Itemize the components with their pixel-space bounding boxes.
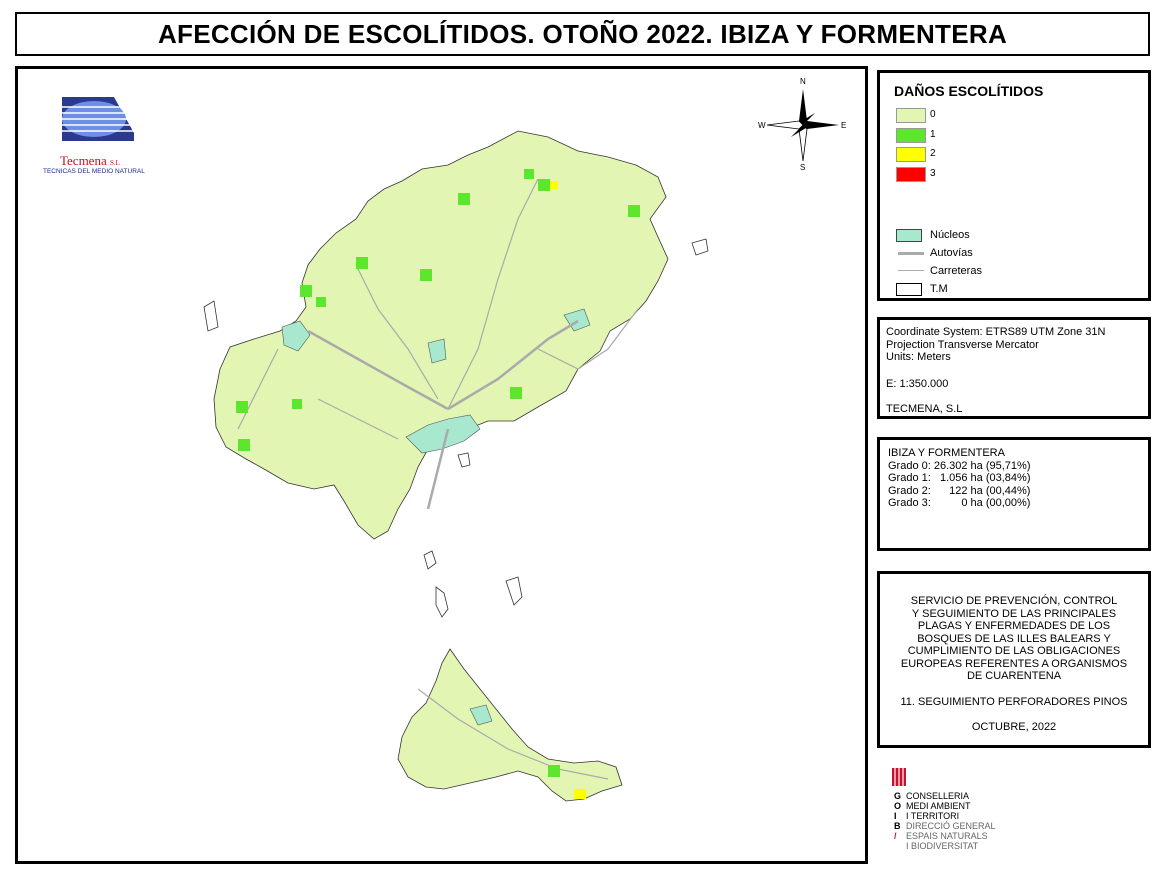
gov-letter: O xyxy=(894,801,902,811)
scale: E: 1:350.000 xyxy=(886,378,949,390)
service-line: BOSQUES DE LAS ILLES BALEARS Y xyxy=(917,632,1111,645)
grade1-patch xyxy=(300,285,312,297)
gov-letter: B xyxy=(894,821,901,831)
govern-flag-icon xyxy=(892,768,906,786)
grade1-patch xyxy=(292,399,302,409)
map-title: AFECCIÓN DE ESCOLÍTIDOS. OTOÑO 2022. IBIZA Y FORMENTERA xyxy=(157,18,1008,49)
gov-line: DIRECCIÓ GENERAL xyxy=(906,821,996,831)
compass-s: S xyxy=(800,163,806,172)
grade1-patch xyxy=(236,401,248,413)
legend-swatch-1 xyxy=(896,128,926,143)
legend-label-2: 2 xyxy=(930,148,936,159)
gov-letter: G xyxy=(894,791,902,801)
gov-line: I TERRITORI xyxy=(906,811,960,821)
map-canvas[interactable] xyxy=(18,69,865,861)
legend-swatch-2 xyxy=(896,147,926,162)
gov-letter: / xyxy=(894,831,897,841)
units: Units: Meters xyxy=(886,351,951,363)
stats-title: IBIZA Y FORMENTERA xyxy=(888,447,1005,459)
ibiza-island xyxy=(214,131,668,539)
legend-swatch-3 xyxy=(896,167,926,182)
legend-label-carreteras: Carreteras xyxy=(930,265,982,277)
islet-2 xyxy=(436,587,448,617)
title-box xyxy=(15,12,1150,56)
grade1-patch xyxy=(458,193,470,205)
legend-label-3: 3 xyxy=(930,168,936,179)
grade1-patch xyxy=(420,269,432,281)
grade1-patch xyxy=(510,387,522,399)
service-line: EUROPEAS REFERENTES A ORGANISMOS xyxy=(900,657,1128,670)
legend-title: DAÑOS ESCOLÍTIDOS xyxy=(894,83,1044,99)
stats-grade-3: Grado 3: 0 ha (00,00%) xyxy=(888,497,1031,509)
legend-swatch-nucleos xyxy=(896,229,922,242)
stats-panel xyxy=(877,437,1151,551)
service-line: Y SEGUIMIENTO DE LAS PRINCIPALES xyxy=(911,607,1117,620)
service-line: DE CUARENTENA xyxy=(966,670,1062,682)
grade1-patch xyxy=(628,205,640,217)
legend-label-autovias: Autovías xyxy=(930,247,973,259)
legend-label-0: 0 xyxy=(930,109,936,120)
service-subtitle: 11. SEGUIMIENTO PERFORADORES PINOS xyxy=(900,696,1128,708)
company-suffix: S.L xyxy=(109,159,120,167)
service-panel xyxy=(877,571,1151,748)
grade1-patch xyxy=(538,179,550,191)
service-date: OCTUBRE, 2022 xyxy=(971,721,1057,733)
company-tagline: TECNICAS DEL MEDIO NATURAL xyxy=(43,168,145,175)
map-frame[interactable] xyxy=(15,66,868,864)
govern-illes-balears-logo xyxy=(888,766,1008,866)
grade2-patch xyxy=(574,789,586,799)
legend-symbol-carreteras xyxy=(898,270,924,271)
tecmena-logo xyxy=(38,97,178,177)
compass-n: N xyxy=(800,77,806,86)
coordinate-panel xyxy=(877,317,1151,419)
grade1-patch xyxy=(356,257,368,269)
islet-5 xyxy=(204,301,218,331)
gov-line: ESPAIS NATURALS xyxy=(906,831,988,841)
legend-label-tm: T.M xyxy=(930,283,948,295)
service-line: PLAGAS Y ENFERMEDADES DE LOS xyxy=(917,620,1111,632)
grade2-patch xyxy=(550,181,558,189)
legend-panel xyxy=(877,70,1151,301)
islet-3 xyxy=(506,577,522,605)
legend-swatch-0 xyxy=(896,108,926,123)
islet-6 xyxy=(458,453,470,467)
coord-system: Coordinate System: ETRS89 UTM Zone 31N xyxy=(886,326,1106,338)
legend-symbol-autovias xyxy=(898,252,924,255)
islet-4 xyxy=(692,239,708,255)
legend-swatch-tm xyxy=(896,283,922,296)
grade1-patch xyxy=(316,297,326,307)
legend-label-1: 1 xyxy=(930,129,936,140)
gov-line: MEDI AMBIENT xyxy=(906,801,971,811)
stats-grade-0: Grado 0: 26.302 ha (95,71%) xyxy=(888,459,1031,472)
gov-line: I BIODIVERSITAT xyxy=(906,841,979,851)
compass-w: W xyxy=(758,121,766,130)
company-name: Tecmena xyxy=(60,153,107,168)
service-line: SERVICIO DE PREVENCIÓN, CONTROL xyxy=(910,595,1118,607)
grade1-patch xyxy=(524,169,534,179)
legend-label-nucleos: Núcleos xyxy=(930,229,970,241)
gov-line: CONSELLERIA xyxy=(906,791,970,801)
islet-1 xyxy=(424,551,436,569)
stats-grade-1: Grado 1: 1.056 ha (03,84%) xyxy=(888,472,1031,484)
author: TECMENA, S.L xyxy=(886,403,963,415)
formentera-island xyxy=(398,649,622,801)
compass-e: E xyxy=(841,121,847,130)
grade1-patch xyxy=(548,765,560,777)
grade1-patch xyxy=(238,439,250,451)
stats-grade-2: Grado 2: 122 ha (00,44%) xyxy=(888,484,1031,497)
projection: Projection Transverse Mercator xyxy=(886,338,1039,351)
tecmena-logo-mark xyxy=(58,97,138,145)
compass-rose xyxy=(767,89,839,161)
service-line: CUMPLIMIENTO DE LAS OBLIGACIONES xyxy=(907,645,1121,657)
gov-letter: I xyxy=(894,811,897,821)
